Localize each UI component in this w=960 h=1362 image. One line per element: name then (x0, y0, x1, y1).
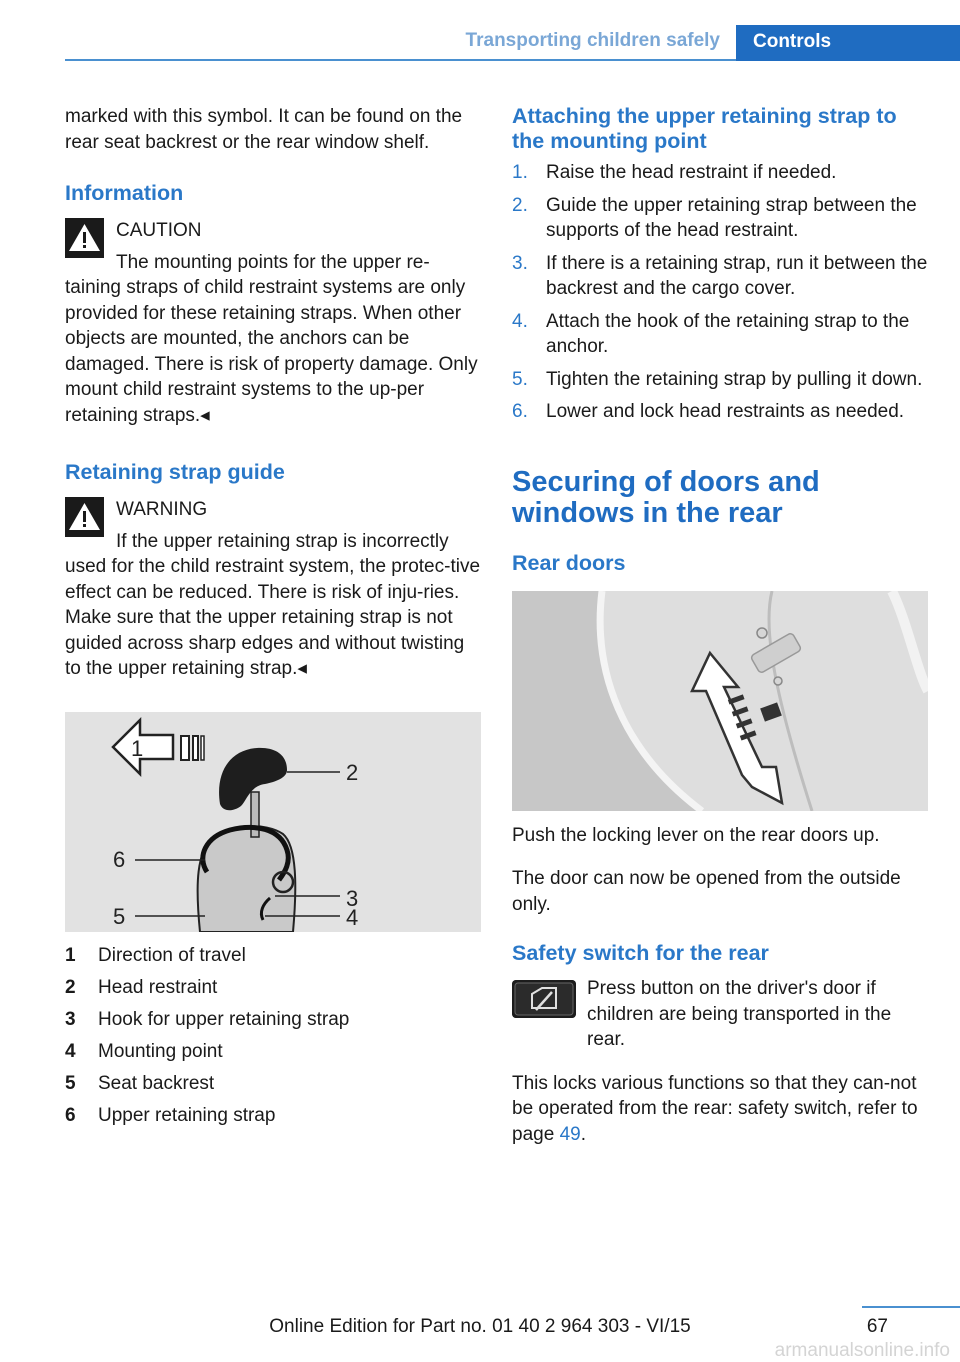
legend-text: Head restraint (98, 976, 218, 998)
step-text: Raise the head restraint if needed. (546, 162, 837, 183)
rear-doors-heading: Rear doors (512, 550, 626, 575)
figure-legend (65, 940, 481, 1132)
legend-number: 6 (65, 1104, 76, 1126)
legend-item (65, 1036, 481, 1068)
step-number: 6. (512, 401, 528, 422)
edition-line: Online Edition for Part no. 01 40 2 964 303 - VI/15 (269, 1316, 691, 1337)
step-number: 3. (512, 252, 528, 274)
legend-item (65, 1100, 481, 1132)
step-text: Attach the hook of the retaining strap to the anchor. (546, 310, 910, 357)
legend-text: Hook for upper retaining strap (98, 1008, 350, 1030)
step-number: 2. (512, 194, 528, 216)
step-number: 1. (512, 162, 528, 183)
step-text: Lower and lock head restraints as needed. (546, 401, 905, 422)
warning-text: used for the child restraint system, the protec-tive effect can be reduced. There is risk of inju-ries. Make sure that the upper retaining strap is not guided across sharp edges and without twisting to the upper retaining strap.◂ (65, 556, 481, 679)
right-column (512, 104, 928, 1147)
legend-text: Mounting point (98, 1040, 223, 1062)
caution-lead: The mounting points for the upper re- (116, 251, 430, 273)
step-text: If there is a retaining strap, run it between the backrest and the cargo cover. (546, 252, 928, 299)
caution-text: taining straps of child restraint systems are only provided for these retaining straps. When other objects are mounted, the anchors can be damaged. There is risk of property damage. Only mount child restraint systems to the up-per retaining straps.◂ (65, 277, 478, 426)
locks-text: This locks various functions so that they can-not be operated from the rear: safety switch, refer to page (512, 1072, 918, 1145)
step-item (512, 309, 928, 360)
legend-item (65, 972, 481, 1004)
step-item (512, 367, 928, 393)
step-text: Guide the upper retaining strap between the supports of the head restraint. (546, 194, 917, 241)
callout-4: 4 (346, 904, 359, 930)
page-reference-link[interactable]: 49 (559, 1123, 581, 1145)
locks-paragraph (512, 1071, 928, 1148)
legend-number: 2 (65, 976, 76, 998)
legend-text: Direction of travel (98, 944, 246, 966)
warning-block (65, 497, 481, 682)
warning-triangle-icon (65, 218, 104, 258)
callout-6: 6 (113, 846, 126, 872)
warning-label: WARNING (116, 499, 208, 520)
rear-door-lock-figure (512, 591, 928, 811)
running-header (65, 25, 736, 61)
caution-label: CAUTION (116, 220, 202, 241)
legend-item (65, 1004, 481, 1036)
chapter-tab: Controls (736, 25, 960, 61)
information-heading: Information (65, 181, 184, 205)
step-number: 4. (512, 310, 528, 332)
door-open-text: The door can now be opened from the outside only. (512, 868, 901, 915)
legend-item (65, 940, 481, 972)
page-number: 67 (866, 1316, 888, 1337)
attach-strap-heading: Attaching the upper retaining strap to the mounting point (512, 104, 897, 153)
step-item (512, 193, 928, 244)
retaining-strap-guide-heading: Retaining strap guide (65, 460, 285, 484)
legend-number: 1 (65, 944, 76, 966)
callout-2: 2 (346, 759, 359, 785)
attach-steps (512, 160, 928, 425)
legend-number: 5 (65, 1072, 76, 1094)
warning-lead: If the upper retaining strap is incorrectly (116, 530, 449, 552)
callout-5: 5 (113, 903, 126, 929)
legend-number: 3 (65, 1008, 76, 1030)
watermark: armanualsonline.info (774, 1340, 950, 1361)
legend-number: 4 (65, 1040, 76, 1062)
safety-switch-heading: Safety switch for the rear (512, 941, 769, 965)
step-number: 5. (512, 368, 528, 390)
step-item (512, 160, 928, 186)
caution-block (65, 218, 481, 428)
legend-item (65, 1068, 481, 1100)
step-item (512, 399, 928, 425)
callout-3: 3 (346, 885, 359, 911)
step-item (512, 251, 928, 302)
legend-text: Upper retaining strap (98, 1104, 276, 1126)
warning-triangle-icon (65, 497, 104, 537)
legend-text: Seat backrest (98, 1072, 215, 1094)
locks-period: . (580, 1123, 586, 1145)
retaining-strap-figure (65, 712, 481, 932)
safety-switch-block (512, 976, 928, 1053)
push-lever-text: Push the locking lever on the rear doors up. (512, 824, 880, 846)
safety-switch-button-icon (512, 980, 576, 1018)
callout-1: 1 (131, 735, 144, 761)
intro-paragraph: marked with this symbol. It can be found on the rear seat backrest or the rear window shelf. (65, 106, 463, 153)
step-text: Tighten the retaining strap by pulling it down. (546, 368, 923, 390)
safety-switch-text: Press button on the driver's door if children are being transported in the rear. (587, 978, 892, 1050)
securing-doors-heading: Securing of doors and windows in the rear (512, 465, 820, 529)
section-title: Transporting children safely (465, 30, 720, 51)
footer-rule (862, 1306, 960, 1308)
left-column (65, 104, 481, 1132)
